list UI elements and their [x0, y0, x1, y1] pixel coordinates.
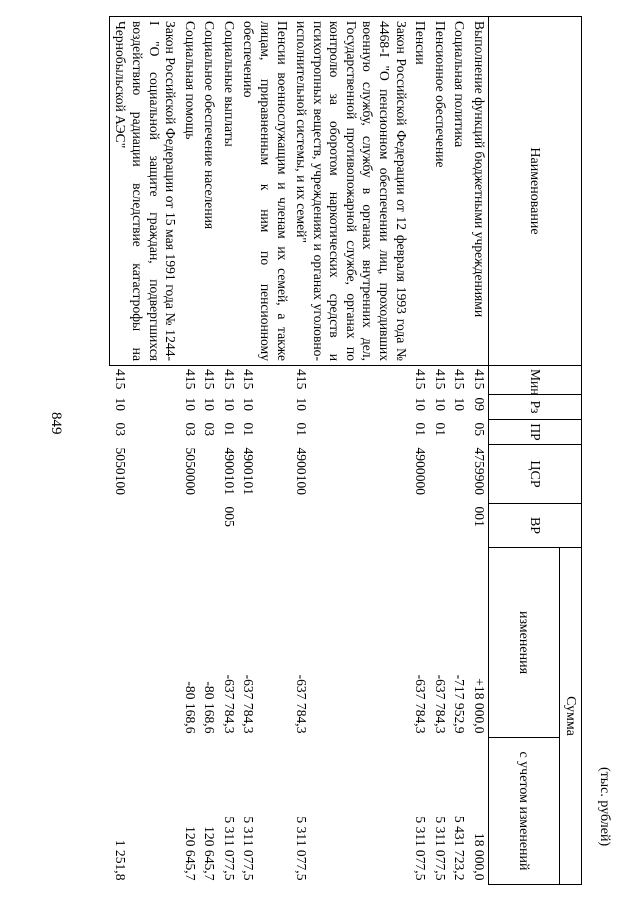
row-csr	[199, 445, 219, 504]
row-pr: 03	[202, 422, 218, 437]
row-with-change: 120 645,7	[182, 826, 198, 881]
row-csr: 4900000	[413, 447, 429, 496]
row-csr: 4759900	[471, 447, 487, 496]
header-change: изменения	[488, 548, 559, 738]
header-min: Мин	[488, 366, 581, 395]
table-body	[109, 17, 488, 885]
row-pr: 05	[471, 422, 487, 437]
row-rz: 10	[413, 397, 429, 412]
row-change: -637 784,3	[221, 674, 237, 734]
row-csr: 5050000	[182, 447, 198, 496]
table-row	[291, 17, 410, 885]
row-change: -637 784,3	[241, 674, 257, 734]
row-vr	[109, 504, 179, 548]
row-rz: 10	[112, 397, 128, 412]
header-rz: Рз	[488, 395, 581, 420]
row-vr: 005	[221, 506, 237, 527]
units-label: (тыс. рублей)	[597, 767, 612, 847]
header-csr: ЦСР	[488, 445, 581, 504]
table-row	[199, 17, 219, 885]
row-vr	[449, 504, 469, 548]
row-vr	[179, 504, 199, 548]
row-min: 415	[432, 369, 448, 390]
row-with-change: 5 311 077,5	[221, 816, 237, 881]
row-change: -717 952,9	[452, 674, 468, 734]
row-vr	[238, 504, 291, 548]
row-rz: 10	[221, 397, 237, 412]
row-min: 415	[112, 369, 128, 390]
table-row	[429, 17, 449, 885]
row-change: -637 784,3	[432, 674, 448, 734]
table-row	[179, 17, 199, 885]
row-pr	[449, 420, 469, 445]
row-csr: 4900100	[294, 447, 310, 496]
row-pr: 01	[221, 422, 237, 437]
row-min: 415	[294, 369, 310, 390]
row-name: Социальное обеспечение населения	[199, 17, 219, 366]
row-vr	[291, 504, 410, 548]
row-name: Закон Российской Федерации от 15 мая 1991 года № 1244-I "О социальной защите граждан, подвергшихся воздействию радиации вследствие катастрофы на Чернобыльской АЭС"	[109, 17, 179, 366]
row-change: +18 000,0	[471, 678, 487, 734]
row-csr	[449, 445, 469, 504]
row-min: 415	[471, 369, 487, 390]
table-row	[468, 17, 488, 885]
row-vr	[429, 504, 449, 548]
header-vr: ВР	[488, 504, 581, 548]
row-change: -80 168,6	[182, 681, 198, 734]
row-vr: 001	[471, 506, 487, 527]
row-pr: 03	[112, 422, 128, 437]
row-change: -637 784,3	[413, 674, 429, 734]
row-with-change: 5 431 723,2	[452, 815, 468, 881]
row-vr	[199, 504, 219, 548]
row-rz: 10	[452, 397, 468, 412]
row-with-change: 5 311 077,5	[241, 816, 257, 881]
row-pr: 01	[294, 422, 310, 437]
table-row	[109, 17, 179, 885]
row-min: 415	[202, 369, 218, 390]
row-rz: 10	[432, 397, 448, 412]
row-pr: 01	[432, 422, 448, 437]
row-change	[109, 548, 179, 738]
row-csr: 4900101	[221, 447, 237, 496]
row-pr: 03	[182, 422, 198, 437]
row-with-change: 5 311 077,5	[413, 816, 429, 881]
row-change: -637 784,3	[294, 674, 310, 734]
row-min: 415	[452, 369, 468, 390]
row-name: Пенсии военнослужащим и членам их семей, а также лицам, приравненным к ним по пенсионному обеспечению	[238, 17, 291, 366]
row-rz: 10	[241, 397, 257, 412]
table-header	[488, 17, 581, 885]
row-with-change: 1 251,8	[112, 839, 128, 881]
header-sum-group: Сумма	[559, 548, 581, 885]
table-row	[449, 17, 469, 885]
row-with-change: 120 645,7	[202, 826, 218, 881]
row-rz: 09	[471, 397, 487, 412]
row-csr: 5050100	[112, 447, 128, 496]
row-name: Социальная помощь	[179, 17, 199, 366]
table-row	[410, 17, 430, 885]
row-min: 415	[182, 369, 198, 390]
row-name: Социальные выплаты	[218, 17, 238, 366]
row-pr: 01	[241, 422, 257, 437]
row-with-change: 5 311 077,5	[432, 816, 448, 881]
row-name: Социальная политика	[449, 17, 469, 366]
row-min: 415	[413, 369, 429, 390]
row-rz: 10	[182, 397, 198, 412]
budget-table	[109, 16, 582, 885]
row-min: 415	[241, 369, 257, 390]
header-with-change: с учетом изменений	[488, 738, 559, 885]
row-name: Пенсионное обеспечение	[429, 17, 449, 366]
row-vr	[410, 504, 430, 548]
row-csr	[429, 445, 449, 504]
table-row	[218, 17, 238, 885]
row-min: 415	[221, 369, 237, 390]
row-with-change: 5 311 077,5	[294, 816, 310, 881]
row-name: Пенсии	[410, 17, 430, 366]
row-pr: 01	[413, 422, 429, 437]
page-number: 849	[48, 412, 64, 435]
row-change: -80 168,6	[202, 681, 218, 734]
row-rz: 10	[294, 397, 310, 412]
header-pr: ПР	[488, 420, 581, 445]
row-name: Выполнение функций бюджетными учреждениями	[468, 17, 488, 366]
row-with-change: 18 000,0	[471, 832, 487, 881]
header-name: Наименование	[488, 17, 581, 366]
row-rz: 10	[202, 397, 218, 412]
row-csr: 4900101	[241, 447, 257, 496]
table-row	[238, 17, 291, 885]
row-name: Закон Российской Федерации от 12 февраля 1993 года № 4468-I "О пенсионном обеспечении лиц, проходивших военную службу, службу в органах внутренних дел, Государственной противопожарной службе, органах по контролю за оборотом наркотических средств и психотропных веществ, учреждениях и органах уголовно-исполнительной системы, и их семей"	[291, 17, 410, 366]
